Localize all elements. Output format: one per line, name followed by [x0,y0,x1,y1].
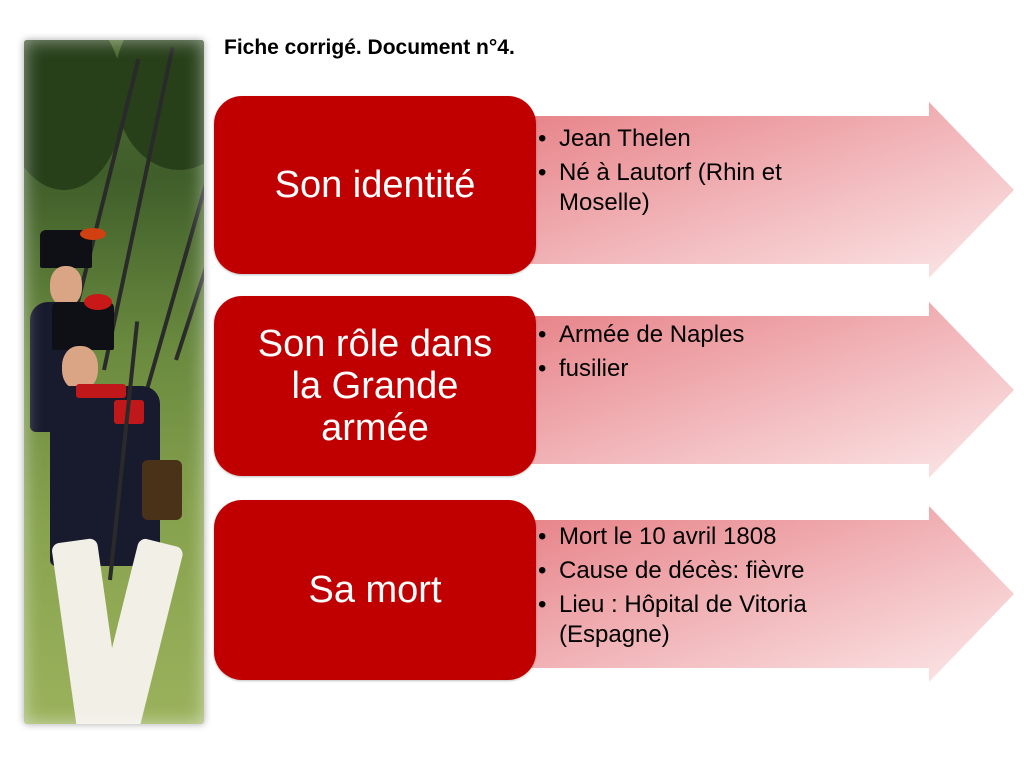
list-item: • Mort le 10 avril 1808 [538,523,777,550]
bullet-icon: • [538,321,547,348]
bullet-icon: • [538,557,547,584]
list-item: • Lieu : Hôpital de Vitoria (Espagne) [538,591,807,648]
list-item: • Cause de décès: fièvre [538,557,805,584]
heading-line: Son identité [274,164,476,206]
heading-line: Sa mort [308,569,442,611]
row-identity [214,96,1024,284]
list-item: • Armée de Naples [538,321,745,348]
heading-box [214,500,536,680]
bullet-icon: • [538,591,547,618]
item-list [534,522,874,654]
list-item: • Jean Thelen [538,125,691,152]
heading-box [214,96,536,274]
list-item: • fusilier [538,355,629,382]
slide-title: Fiche corrigé. Document n°4. [224,36,515,59]
soldiers-photo [24,40,204,724]
list-item: • Né à Lautorf (Rhin et Moselle) [538,159,782,216]
heading-line: armée [321,407,429,449]
bullet-icon: • [538,125,547,152]
row-death [214,500,1024,688]
bullet-icon: • [538,355,547,382]
bullet-icon: • [538,159,547,186]
item-list [534,124,874,222]
item-list [534,320,874,388]
heading-line: Son rôle dans [257,323,493,365]
heading-box [214,296,536,476]
heading-line: la Grande [291,365,459,407]
row-role [214,296,1024,484]
bullet-icon: • [538,523,547,550]
